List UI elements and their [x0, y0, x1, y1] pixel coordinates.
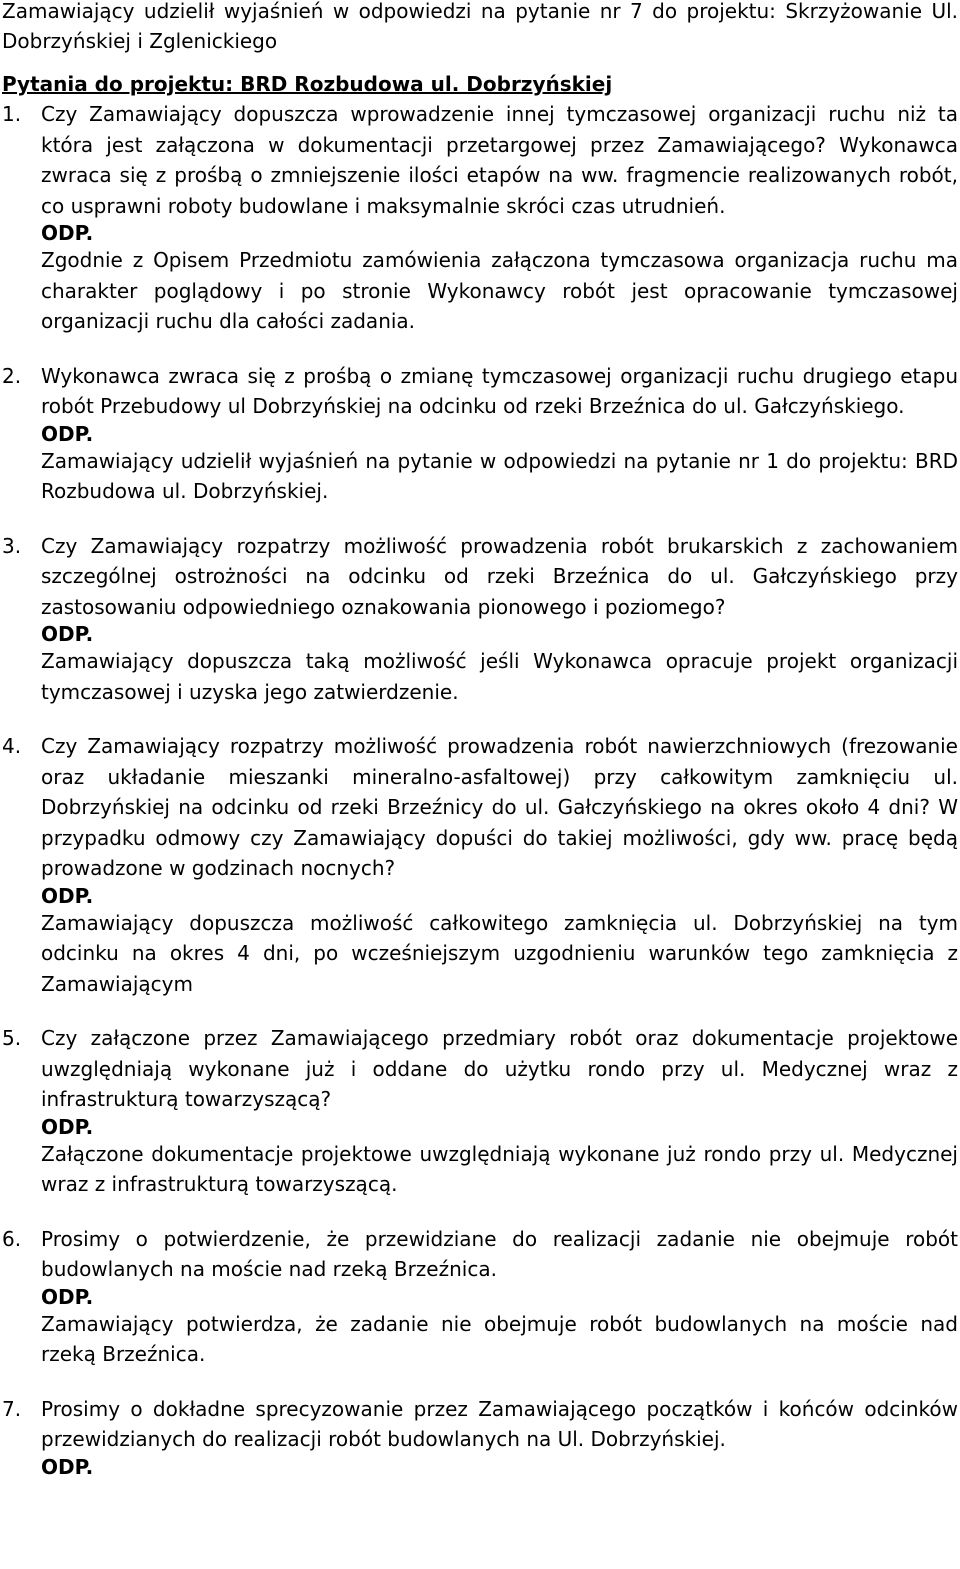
question-number: 1.: [2, 102, 22, 126]
question-text: Wykonawca zwraca się z prośbą o zmianę tymczasowej organizacji ruchu drugiego etapu robót Przebudowy ul Dobrzyńskiej na odcinku od rzeki Brzeźnica do ul. Gałczyńskiego.: [41, 363, 958, 418]
answer-text: Zgodnie z Opisem Przedmiotu zamówienia załączona tymczasowa organizacja ruchu ma charakter poglądowy i po stronie Wykonawcy robót jest opracowanie tymczasowej organizacji ruchu dla całości zadania.: [41, 248, 958, 333]
question-item: [0, 1394, 960, 1479]
question-text: Czy Zamawiający rozpatrzy możliwość prowadzenia robót brukarskich z zachowaniem szczególnej ostrożności na odcinku od rzeki Brzeźnica do ul. Gałczyńskiego przy zastosowaniu odpowiedniego oznakowania pionowego i poziomego?: [41, 533, 958, 619]
question-number: 5.: [2, 1026, 22, 1050]
question-item: [0, 99, 960, 337]
question-item: [0, 1224, 960, 1370]
answer-label: ODP.: [41, 221, 94, 245]
question-item: [0, 531, 960, 708]
question-text: Czy załączone przez Zamawiającego przedmiary robót oraz dokumentacje projektowe uwzględniają wykonane już i oddane do użytku rondo przy ul. Medycznej wraz z infrastrukturą towarzyszącą?: [41, 1026, 958, 1111]
question-number: 4.: [2, 734, 22, 758]
answer-label: ODP.: [41, 883, 94, 908]
answer-text: Załączone dokumentacje projektowe uwzględniają wykonane już rondo przy ul. Medycznej wraz z infrastrukturą towarzyszącą.: [41, 1141, 958, 1196]
answer-text: Zamawiający udzielił wyjaśnień na pytanie w odpowiedzi na pytanie nr 1 do projektu: BRD Rozbudowa ul. Dobrzyńskiej.: [41, 448, 958, 503]
question-item: [0, 731, 960, 999]
answer-text: Zamawiający dopuszcza taką możliwość jeśli Wykonawca opracuje projekt organizacji tymczasowej i uzyska jego zatwierdzenie.: [41, 649, 958, 704]
question-text: Czy Zamawiający rozpatrzy możliwość prowadzenia robót nawierzchniowych (frezowanie oraz układanie mieszanki mineralno-asfaltowej) przy całkowitym zamknięciu ul. Dobrzyńskiej na odcinku od rzeki Brzeźnicy do ul. Gałczyńskiego na okres około 4 dni? W przypadku odmowy czy Zamawiający dopuści do takiej możliwości, gdy ww. pracę będą prowadzone w godzinach nocnych?: [41, 734, 958, 880]
answer-label: ODP.: [41, 1284, 94, 1309]
question-item: [0, 1023, 960, 1200]
answer-label: ODP.: [41, 1114, 94, 1139]
answer-text: Zamawiający dopuszcza możliwość całkowitego zamknięcia ul. Dobrzyńskiej na tym odcinku na okres 4 dni, po wcześniejszym uzgodnieniu warunków tego zamknięcia z Zamawiającym: [41, 910, 958, 996]
question-number: 3.: [2, 533, 22, 558]
question-text: Prosimy o dokładne sprecyzowanie przez Zamawiającego początków i końców odcinków przewidzianych do realizacji robót budowlanych na Ul. Dobrzyńskiej.: [41, 1396, 958, 1451]
answer-label: ODP.: [41, 421, 94, 446]
question-number: 7.: [2, 1396, 22, 1421]
question-item: [0, 361, 960, 507]
intro-paragraph: Zamawiający udzielił wyjaśnień w odpowiedzi na pytanie nr 7 do projektu: Skrzyżowanie Ul. Dobrzyńskiej i Zglenickiego: [2, 0, 958, 53]
question-list: [0, 99, 960, 1479]
section-heading: Pytania do projektu: BRD Rozbudowa ul. Dobrzyńskiej: [2, 72, 613, 96]
question-number: 2.: [2, 363, 22, 388]
question-text: Prosimy o potwierdzenie, że przewidziane do realizacji zadanie nie obejmuje robót budowlanych na moście nad rzeką Brzeźnica.: [41, 1226, 958, 1281]
answer-text: Zamawiający potwierdza, że zadanie nie obejmuje robót budowlanych na moście nad rzeką Brzeźnica.: [41, 1311, 958, 1366]
question-text: Czy Zamawiający dopuszcza wprowadzenie innej tymczasowej organizacji ruchu niż ta która jest załączona w dokumentacji przetargowej przez Zamawiającego? Wykonawca zwraca się z prośbą o zmniejszenie ilości etapów na ww. fragmencie realizowanych robót, co usprawni roboty budowlane i maksymalnie skróci czas utrudnień.: [41, 102, 958, 218]
answer-label: ODP.: [41, 1454, 94, 1479]
answer-label: ODP.: [41, 622, 94, 646]
question-number: 6.: [2, 1226, 22, 1251]
